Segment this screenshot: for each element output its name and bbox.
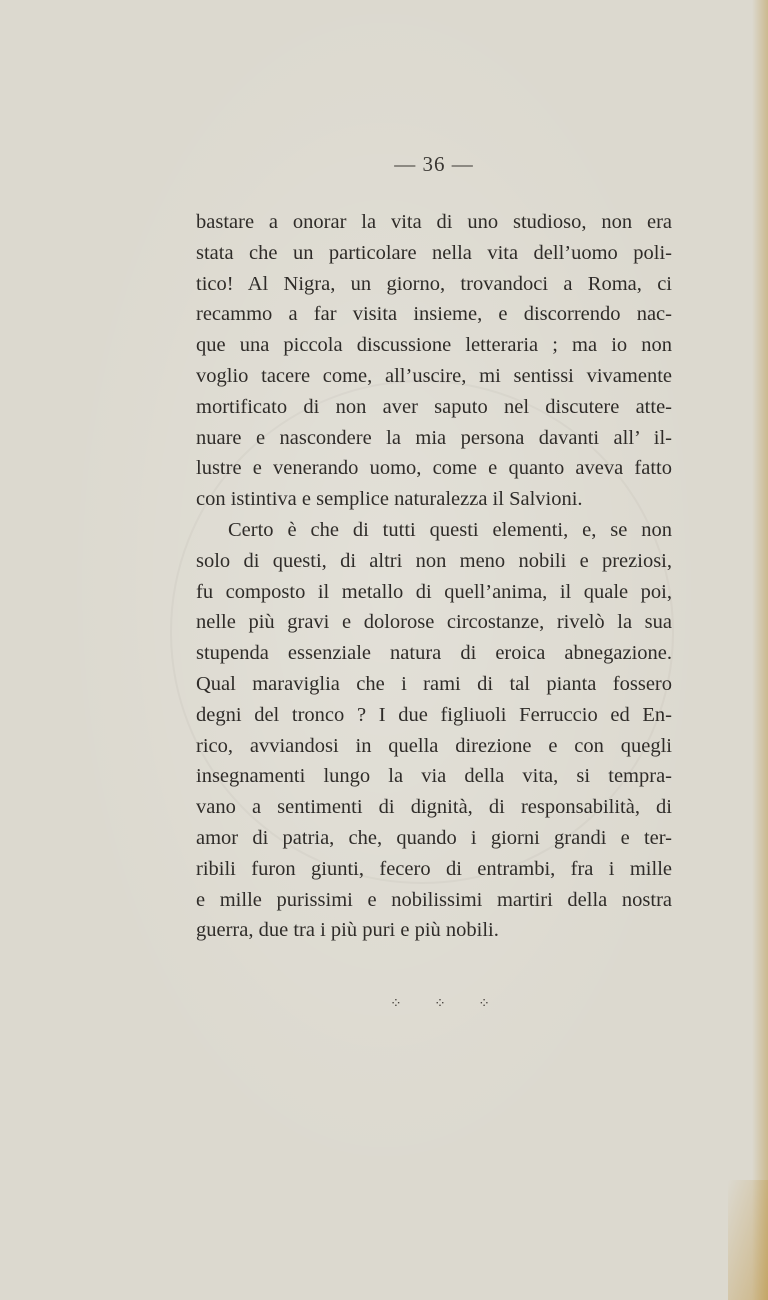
text-line: fu composto il metallo di quell’anima, il quale poi, (196, 580, 672, 603)
text-line: insegnamenti lungo la via della vita, si tempra- (196, 765, 672, 788)
text-line: e mille purissimi e nobilissimi martiri della nostra (196, 888, 672, 911)
text-line: nelle più gravi e dolorose circostanze, rivelò la sua (196, 611, 672, 634)
text-line: guerra, due tra i più puri e più nobili. (196, 919, 499, 942)
text-line: Qual maraviglia che i rami di tal pianta fossero (196, 672, 672, 695)
ornament-glyph: ⁘ (434, 996, 446, 1012)
text-line: stupenda essenziale natura di eroica abnegazione. (196, 642, 672, 665)
text-line: recammo a far visita insieme, e discorrendo nac- (196, 303, 672, 326)
text-line: tico! Al Nigra, un giorno, trovandoci a Roma, ci (196, 272, 672, 295)
text-line: mortificato di non aver saputo nel discutere atte- (196, 395, 672, 418)
text-line: degni del tronco ? I due figliuoli Ferruccio ed En- (196, 703, 672, 726)
text-line: nuare e nascondere la mia persona davanti all’ il- (196, 426, 672, 449)
page-corner-stain (728, 1180, 768, 1300)
text-line: con istintiva e semplice naturalezza il Salvioni. (196, 488, 583, 511)
text-line: solo di questi, di altri non meno nobili e preziosi, (196, 549, 672, 572)
page-edge-discoloration (752, 0, 768, 1300)
ornament-glyph: ⁘ (390, 996, 402, 1012)
text-line: ribili furon giunti, fecero di entrambi, fra i mille (196, 857, 672, 880)
text-line: Certo è che di tutti questi elementi, e, se non (228, 518, 672, 541)
end-ornament (390, 996, 490, 1012)
text-line: vano a sentimenti di dignità, di responsabilità, di (196, 796, 672, 819)
ornament-glyph: ⁘ (478, 996, 490, 1012)
text-line: voglio tacere come, all’uscire, mi sentissi vivamente (196, 364, 672, 387)
text-line: amor di patria, che, quando i giorni grandi e ter- (196, 826, 672, 849)
text-line: lustre e venerando uomo, come e quanto aveva fatto (196, 457, 672, 480)
text-line: que una piccola discussione letteraria ; ma io non (196, 334, 672, 357)
page-number: — 36 — (394, 152, 474, 176)
body-text (196, 207, 672, 946)
text-line: bastare a onorar la vita di uno studioso, non era (196, 211, 672, 233)
text-line: rico, avviandosi in quella direzione e con quegli (196, 734, 672, 757)
text-line: stata che un particolare nella vita dell’uomo poli- (196, 241, 672, 264)
